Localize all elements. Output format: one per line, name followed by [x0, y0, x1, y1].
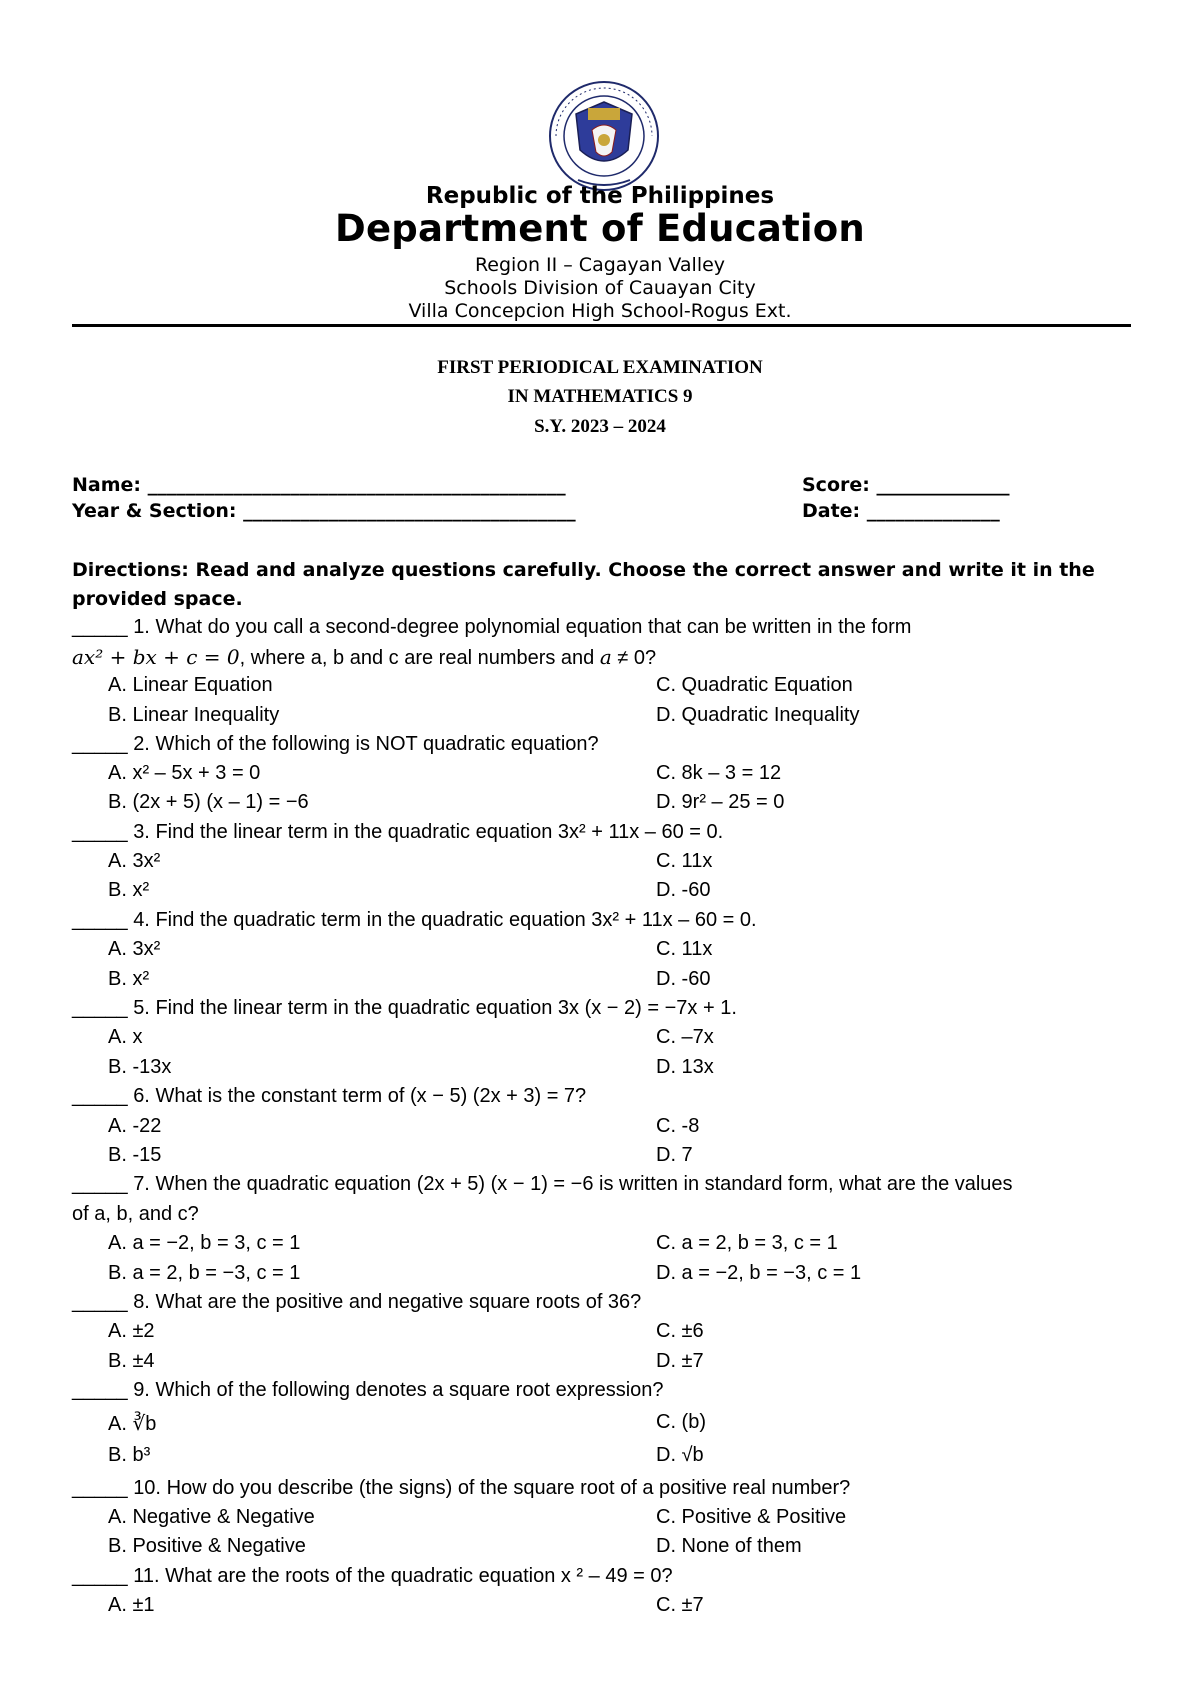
option-b: B. x²	[108, 879, 150, 901]
option-d: D. 9r² – 25 = 0	[656, 791, 785, 813]
question-number: 4.	[133, 909, 150, 931]
option-d: D. -60	[656, 968, 711, 990]
question-text: Which of the following denotes a square root expression?	[155, 1379, 664, 1401]
option-c: C. Positive & Positive	[656, 1506, 847, 1528]
question-number: 11.	[133, 1565, 160, 1587]
option-d: D. -60	[656, 879, 711, 901]
question-2	[72, 733, 599, 756]
option-b: B. x²	[108, 968, 150, 990]
question-text: ≠ 0?	[611, 647, 657, 669]
answer-blank[interactable]: _____	[72, 909, 128, 931]
option-d: D. 7	[656, 1144, 693, 1166]
question-3	[72, 821, 723, 844]
option-c: C. 8k – 3 = 12	[656, 762, 782, 784]
answer-blank[interactable]: _____	[72, 1379, 128, 1401]
question-number: 5.	[133, 997, 150, 1019]
republic-line: Republic of the Philippines	[425, 183, 775, 209]
answer-blank[interactable]: _____	[72, 616, 128, 638]
answer-blank[interactable]: _____	[72, 1085, 128, 1107]
question-1-continued	[72, 645, 656, 670]
option-d: D. 13x	[656, 1056, 714, 1078]
answer-blank[interactable]: _____	[72, 821, 128, 843]
option-c: C. a = 2, b = 3, c = 1	[656, 1232, 838, 1254]
answer-blank[interactable]: _____	[72, 997, 128, 1019]
option-b: B. a = 2, b = −3, c = 1	[108, 1262, 301, 1284]
department-title: Department of Education	[335, 207, 865, 250]
question-6	[72, 1085, 586, 1108]
option-a: A. Negative & Negative	[108, 1506, 315, 1528]
question-11	[72, 1565, 673, 1588]
question-text: What are the positive and negative square roots of 36?	[155, 1291, 642, 1313]
question-7-continued: of a, b, and c?	[72, 1203, 199, 1225]
region-line: Region II – Cagayan Valley	[474, 254, 726, 276]
option-d: D. ±7	[656, 1350, 704, 1372]
answer-blank[interactable]: _____	[72, 1477, 128, 1499]
option-a: A. -22	[108, 1115, 162, 1137]
directions: Directions: Read and analyze questions carefully. Choose the correct answer and write it in the provided space.	[72, 559, 1095, 610]
question-5	[72, 997, 737, 1020]
option-a: A. a = −2, b = 3, c = 1	[108, 1232, 301, 1254]
question-text: How do you describe (the signs) of the square root of a positive real number?	[166, 1477, 851, 1499]
answer-blank[interactable]: _____	[72, 1565, 128, 1587]
option-a: A. Linear Equation	[108, 674, 273, 696]
question-number: 1.	[133, 616, 150, 638]
question-1	[72, 616, 911, 639]
option-b: B. Linear Inequality	[108, 704, 280, 726]
question-text: , where a, b and c are real numbers and	[239, 647, 600, 669]
school-line: Villa Concepcion High School-Rogus Ext.	[408, 300, 792, 322]
question-text: Which of the following is NOT quadratic equation?	[155, 733, 599, 755]
option-a: A. ∛b	[108, 1413, 157, 1435]
question-number: 7.	[133, 1173, 150, 1195]
option-a: A. 3x²	[108, 938, 161, 960]
question-text: Find the quadratic term in the quadratic equation 3x² + 11x – 60 = 0.	[155, 909, 757, 931]
answer-blank[interactable]: _____	[72, 1291, 128, 1313]
question-number: 9.	[133, 1379, 150, 1401]
option-a: A. x	[108, 1026, 143, 1048]
option-c: C. -8	[656, 1115, 700, 1137]
question-8	[72, 1291, 641, 1314]
division-line: Schools Division of Cauayan City	[444, 277, 756, 299]
answer-blank[interactable]: _____	[72, 733, 128, 755]
exam-title: FIRST PERIODICAL EXAMINATION	[437, 357, 763, 378]
option-a: A. x² – 5x + 3 = 0	[108, 762, 261, 784]
option-d: D. a = −2, b = −3, c = 1	[656, 1262, 862, 1284]
question-10	[72, 1477, 850, 1500]
option-a: A. ±2	[108, 1320, 155, 1342]
option-d: D. None of them	[656, 1535, 802, 1557]
option-b: B. b³	[108, 1444, 151, 1466]
option-c: C. –7x	[656, 1026, 714, 1048]
question-text: What is the constant term of (x − 5) (2x + 3) = 7?	[155, 1085, 587, 1107]
option-b: B. -15	[108, 1144, 162, 1166]
exam-subject: IN MATHEMATICS 9	[507, 386, 693, 407]
option-a: A. 3x²	[108, 850, 161, 872]
year-section-field[interactable]: Year & Section: ___________________________________	[72, 500, 576, 522]
question-number: 10.	[133, 1477, 161, 1499]
question-text: Find the linear term in the quadratic equation 3x (x − 2) = −7x + 1.	[155, 997, 737, 1019]
option-c: C. Quadratic Equation	[656, 674, 853, 696]
option-c: C. ±7	[656, 1594, 704, 1616]
question-9	[72, 1379, 664, 1402]
question-math: a	[599, 645, 612, 669]
option-c: C. 11x	[656, 850, 713, 872]
question-number: 2.	[133, 733, 150, 755]
exam-school-year: S.Y. 2023 – 2024	[534, 416, 666, 437]
option-c: C. ±6	[656, 1320, 704, 1342]
option-a: A. ±1	[108, 1594, 155, 1616]
question-number: 6.	[133, 1085, 150, 1107]
option-c: C. (b)	[656, 1411, 706, 1433]
question-text: What do you call a second-degree polynomial equation that can be written in the form	[155, 616, 912, 638]
option-d: D. Quadratic Inequality	[656, 704, 860, 726]
option-b: B. Positive & Negative	[108, 1535, 306, 1557]
question-text: Find the linear term in the quadratic equation 3x² + 11x – 60 = 0.	[155, 821, 724, 843]
header-divider	[72, 324, 1131, 327]
option-b: B. ±4	[108, 1350, 155, 1372]
option-b: B. (2x + 5) (x – 1) = −6	[108, 791, 309, 813]
question-text: What are the roots of the quadratic equation x ² – 49 = 0?	[165, 1565, 673, 1587]
option-d: D. √b	[656, 1444, 704, 1466]
option-c: C. 11x	[656, 938, 713, 960]
question-math: ax² + bx + c = 0	[72, 645, 240, 669]
question-4	[72, 909, 757, 932]
date-field[interactable]: Date: ______________	[802, 500, 1000, 522]
question-number: 8.	[133, 1291, 150, 1313]
answer-blank[interactable]: _____	[72, 1173, 128, 1195]
question-text: When the quadratic equation (2x + 5) (x − 1) = −6 is written in standard form, what are the values	[155, 1173, 1013, 1195]
option-b: B. -13x	[108, 1056, 172, 1078]
question-7	[72, 1173, 1013, 1196]
score-field[interactable]: Score: ______________	[802, 474, 1010, 496]
deped-seal-logo	[548, 80, 660, 192]
question-number: 3.	[133, 821, 150, 843]
name-field[interactable]: Name: ____________________________________________	[72, 474, 566, 496]
